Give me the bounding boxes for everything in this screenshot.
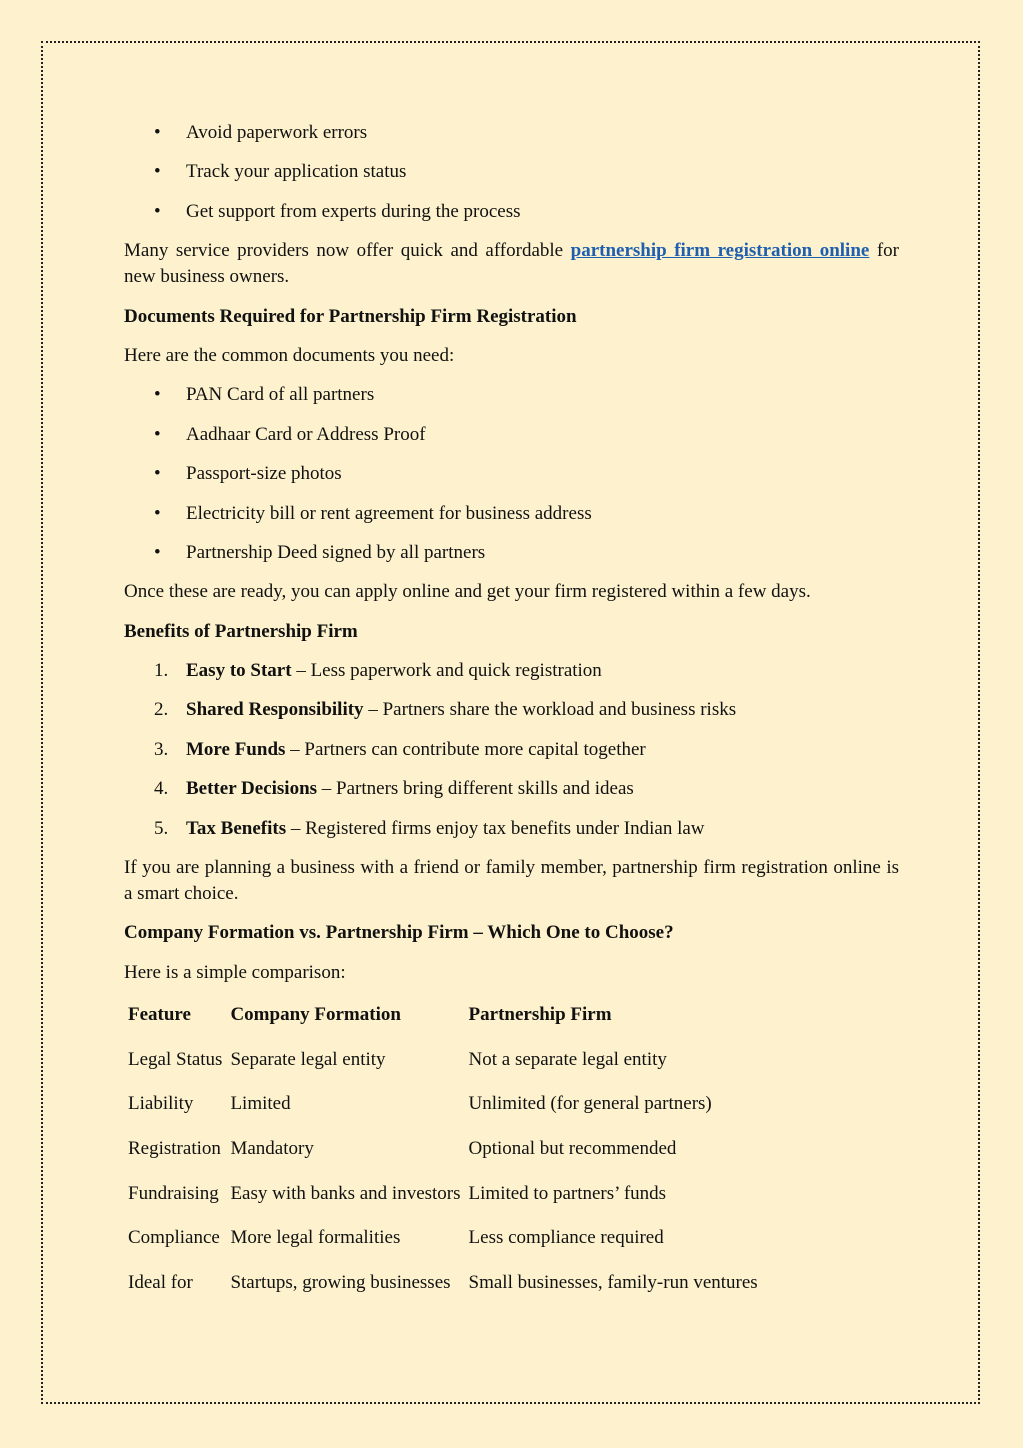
- table-row: [124, 1225, 762, 1270]
- table-cell: Less compliance required: [468, 1227, 664, 1249]
- table-header-row: [124, 1002, 762, 1047]
- documents-list: [124, 382, 899, 566]
- list-item: • Aadhaar Card or Address Proof: [124, 422, 899, 448]
- list-item: • Avoid paperwork errors: [124, 120, 899, 146]
- list-item: • Partnership Deed signed by all partners: [124, 540, 899, 566]
- table-cell: Not a separate legal entity: [468, 1048, 667, 1070]
- paragraph-documents-after: Once these are ready, you can apply online and get your firm registered within a few days.: [124, 581, 811, 603]
- table-row: [124, 1270, 762, 1315]
- table-cell: Ideal for: [128, 1271, 193, 1293]
- heading-comparison: Company Formation vs. Partnership Firm – Which One to Choose?: [124, 922, 674, 944]
- paragraph-benefits-after: If you are planning a business with a friend or family member, partnership firm registration online is a smart choice.: [124, 857, 899, 905]
- table-cell: Separate legal entity: [230, 1048, 386, 1070]
- list-item: 5. Tax Benefits – Registered firms enjoy tax benefits under Indian law: [154, 817, 705, 839]
- column-header: Company Formation: [230, 1003, 401, 1025]
- comparison-table: [124, 1002, 762, 1315]
- bullet-icon: •: [154, 463, 161, 485]
- column-header: Feature: [128, 1003, 191, 1025]
- paragraph-documents-intro: Here are the common documents you need:: [124, 344, 455, 366]
- table-cell: Startups, growing businesses: [230, 1271, 451, 1293]
- table-cell: Compliance: [128, 1227, 220, 1249]
- table-cell: Small businesses, family-run ventures: [468, 1271, 758, 1293]
- list-item: 1. Easy to Start – Less paperwork and quick registration: [154, 660, 602, 682]
- table-cell: Limited to partners’ funds: [468, 1182, 667, 1204]
- list-item: • Track your application status: [124, 159, 899, 185]
- table-row: [124, 1091, 762, 1136]
- table-cell: Limited: [230, 1093, 291, 1115]
- list-item: 2. Shared Responsibility – Partners share the workload and business risks: [154, 699, 737, 721]
- list-item: 4. Better Decisions – Partners bring different skills and ideas: [154, 778, 634, 800]
- bullet-icon: •: [154, 161, 161, 183]
- table-cell: Mandatory: [230, 1137, 314, 1159]
- document-body: [124, 120, 899, 1315]
- table-cell: More legal formalities: [230, 1227, 401, 1249]
- bullet-icon: •: [154, 423, 161, 445]
- heading-documents: Documents Required for Partnership Firm Registration: [124, 305, 577, 327]
- registration-online-link[interactable]: partnership firm registration online: [570, 240, 870, 262]
- list-item: • Passport-size photos: [124, 461, 899, 487]
- table-row: [124, 1181, 762, 1226]
- table-cell: Fundraising: [128, 1182, 219, 1204]
- list-item: 3. More Funds – Partners can contribute more capital together: [154, 738, 646, 760]
- benefits-list: [124, 658, 899, 842]
- bullet-icon: •: [154, 122, 161, 143]
- table-cell: Registration: [128, 1137, 221, 1159]
- list-item: • PAN Card of all partners: [124, 382, 899, 408]
- table-cell: Liability: [128, 1093, 194, 1115]
- table-cell: Optional but recommended: [468, 1137, 677, 1159]
- table-cell: Easy with banks and investors: [230, 1182, 461, 1204]
- table-row: [124, 1047, 762, 1092]
- bullet-icon: •: [154, 541, 161, 563]
- bullet-icon: •: [154, 384, 161, 406]
- paragraph-comparison-intro: Here is a simple comparison:: [124, 961, 346, 983]
- table-cell: Legal Status: [128, 1048, 223, 1070]
- table-row: [124, 1136, 762, 1181]
- heading-benefits: Benefits of Partnership Firm: [124, 620, 358, 642]
- table-cell: Unlimited (for general partners): [468, 1093, 712, 1115]
- list-item: • Get support from experts during the process: [124, 199, 899, 225]
- benefits-online-list: [124, 120, 899, 225]
- bullet-icon: •: [154, 502, 161, 524]
- list-item: • Electricity bill or rent agreement for business address: [124, 501, 899, 527]
- column-header: Partnership Firm: [468, 1003, 612, 1025]
- paragraph-service-providers: Many service providers now offer quick and affordable partnership firm registration online for new business owners.: [124, 240, 900, 288]
- bullet-icon: •: [154, 200, 161, 222]
